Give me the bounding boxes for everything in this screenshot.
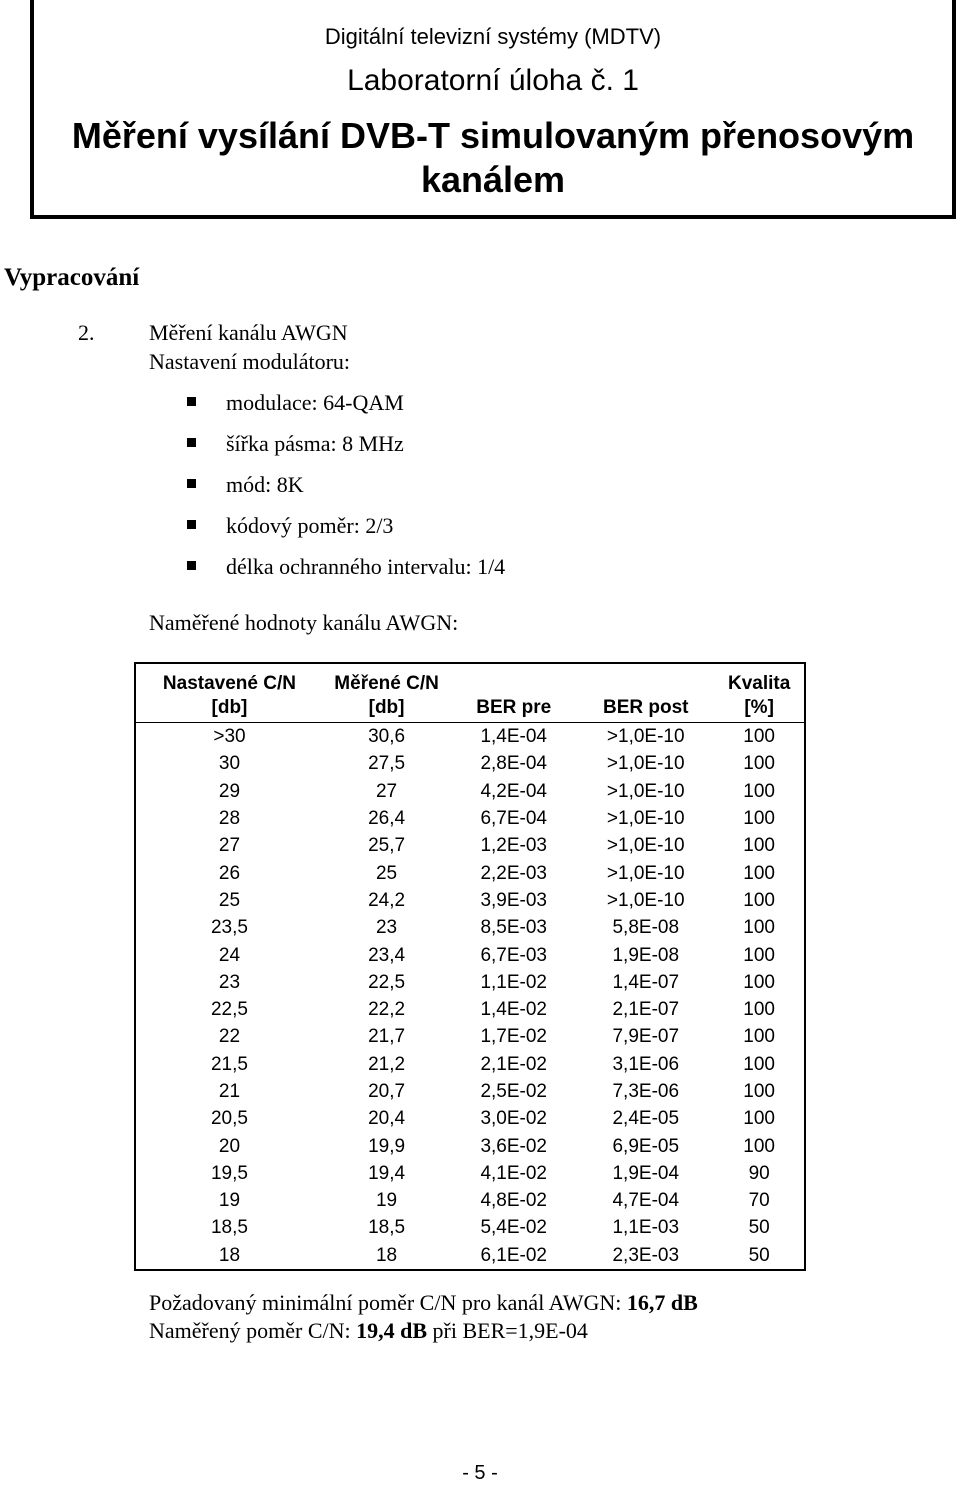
table-cell: 90 (748, 1162, 770, 1184)
header-set-cn (135, 663, 323, 723)
required-cn-label: Požadovaný minimální poměr C/N pro kanál AWGN: (149, 1290, 622, 1315)
table-cell: 24 (218, 944, 241, 966)
table-cell: 2,5E-02 (480, 1081, 547, 1102)
settings-list (184, 388, 505, 593)
header-quality-line2: [%] (744, 697, 774, 718)
table-cell: 100 (743, 1081, 775, 1102)
table-cell: 18 (375, 1244, 398, 1266)
table-cell: 100 (743, 753, 775, 775)
table-cell: 19,5 (210, 1162, 248, 1184)
table-cell: 4,1E-02 (480, 1162, 547, 1184)
measured-cn-suffix: při BER=1,9E-04 (432, 1318, 588, 1343)
table-row (135, 723, 805, 751)
required-cn-line (149, 1290, 698, 1316)
table-cell: >1,0E-10 (606, 862, 685, 884)
header-ber-pre: BER pre (450, 663, 577, 723)
table-cell: 2,4E-05 (612, 1108, 680, 1130)
table-cell: 50 (748, 1244, 770, 1266)
table-cell: 1,9E-08 (612, 944, 680, 966)
table-header-row (135, 663, 805, 723)
table-cell: 18,5 (210, 1217, 248, 1239)
table-cell: >1,0E-10 (606, 808, 685, 830)
table-cell: 29 (218, 780, 241, 802)
setting-text: mód: 8K (226, 472, 304, 497)
table-cell: >30 (213, 726, 246, 748)
table-cell: 2,2E-03 (480, 862, 547, 884)
table-cell: 1,4E-04 (480, 726, 547, 748)
item-number: 2. (78, 320, 95, 345)
square-bullet-icon (187, 438, 196, 447)
table-cell: 6,7E-03 (480, 944, 547, 966)
table-cell: 22 (218, 1026, 241, 1048)
table-cell: 100 (743, 1026, 775, 1048)
table-cell: >1,0E-10 (606, 780, 685, 802)
table-cell: 27 (375, 780, 398, 802)
table-cell: >1,0E-10 (606, 835, 685, 857)
table-row (135, 941, 805, 968)
table-cell: 100 (743, 944, 775, 966)
table-cell: 26 (218, 862, 241, 884)
table-row (135, 1214, 805, 1241)
table-cell: 1,4E-07 (612, 971, 680, 993)
table-cell: 2,1E-02 (480, 1053, 547, 1075)
table-row (135, 1160, 805, 1187)
measured-cn-label: Naměřený poměr C/N: (149, 1318, 351, 1343)
square-bullet-icon (187, 397, 196, 406)
table-cell: 27 (218, 835, 241, 857)
table-cell: 4,8E-02 (480, 1190, 547, 1212)
table-row (135, 805, 805, 832)
header-set-cn-line2: [db] (211, 697, 248, 718)
table-cell: 4,2E-04 (480, 780, 547, 802)
table-cell: 30,6 (368, 726, 406, 748)
table-cell: 100 (743, 971, 775, 993)
table-cell: 18,5 (368, 1217, 406, 1239)
table-cell: 26,4 (368, 808, 406, 830)
course-name: Digitální televizní systémy (MDTV) (324, 24, 662, 49)
header-set-cn-line1: Nastavené C/N (162, 673, 296, 694)
table-cell: 20 (218, 1135, 241, 1157)
table-cell: 2,1E-07 (612, 999, 680, 1021)
table-cell: 18 (218, 1244, 241, 1266)
table-cell: 20,5 (210, 1108, 248, 1130)
table-row (135, 1105, 805, 1132)
table-cell: 1,7E-02 (480, 1026, 547, 1048)
table-cell: 19 (218, 1190, 241, 1212)
table-cell: 7,3E-06 (612, 1081, 680, 1102)
table-row (135, 996, 805, 1023)
table-cell: 3,0E-02 (480, 1108, 547, 1130)
table-cell: 25 (218, 889, 241, 911)
page-title: Měření vysílání DVB-T simulovaným přenosovým kanálem (71, 115, 915, 200)
required-cn-value: 16,7 dB (626, 1290, 698, 1315)
lab-number: Laboratorní úloha č. 1 (347, 64, 639, 97)
header-quality (714, 663, 805, 723)
table-cell: >1,0E-10 (606, 726, 685, 748)
table-cell: 22,5 (368, 971, 406, 993)
setting-text: délka ochranného intervalu: 1/4 (226, 554, 506, 579)
table-cell: 100 (743, 1135, 775, 1157)
table-cell: 21,5 (210, 1053, 248, 1075)
table-cell: 19,4 (368, 1162, 406, 1184)
table-cell: 1,1E-03 (612, 1217, 680, 1239)
settings-list-item (184, 552, 505, 593)
table-cell: 21,2 (368, 1053, 406, 1075)
square-bullet-icon (187, 561, 196, 570)
table-cell: 100 (743, 917, 775, 939)
table-cell: 1,1E-02 (480, 971, 547, 993)
header-quality-line1: Kvalita (727, 673, 791, 694)
settings-list-item (184, 470, 505, 511)
table-cell: 21 (218, 1081, 241, 1102)
table-cell: 50 (748, 1217, 770, 1239)
table-cell: 23,5 (210, 917, 248, 939)
header-ber-post: BER post (577, 663, 714, 723)
table-cell: 24,2 (368, 889, 406, 911)
table-cell: 6,9E-05 (612, 1135, 680, 1157)
table-row (135, 1023, 805, 1050)
table-cell: 27,5 (368, 753, 406, 775)
table-cell: 20,7 (368, 1081, 406, 1102)
table-cell: 25 (375, 862, 398, 884)
table-cell: 20,4 (368, 1108, 406, 1130)
table-row (135, 1187, 805, 1214)
table-row (135, 1078, 805, 1105)
table-cell: 19 (375, 1190, 398, 1212)
table-cell: 28 (218, 808, 241, 830)
square-bullet-icon (187, 479, 196, 488)
table-cell: 30 (218, 753, 241, 775)
table-cell: 70 (748, 1190, 770, 1212)
table-cell: 100 (743, 1108, 775, 1130)
table-cell: 100 (743, 808, 775, 830)
table-row (135, 750, 805, 777)
title-box (30, 0, 956, 219)
settings-list-item (184, 429, 505, 470)
settings-list-item (184, 388, 505, 429)
table-cell: 100 (743, 889, 775, 911)
table-cell: 100 (743, 835, 775, 857)
table-cell: 3,1E-06 (612, 1053, 680, 1075)
setting-text: kódový poměr: 2/3 (226, 513, 394, 538)
measured-cn-line (149, 1318, 588, 1344)
table-row (135, 832, 805, 859)
table-cell: 21,7 (368, 1026, 406, 1048)
table-row (135, 887, 805, 914)
header-meas-cn (323, 663, 450, 723)
table-row (135, 1242, 805, 1270)
table-cell: 19,9 (368, 1135, 406, 1157)
setting-text: modulace: 64-QAM (226, 390, 404, 415)
table-cell: >1,0E-10 (606, 753, 685, 775)
table-cell: 3,6E-02 (480, 1135, 547, 1157)
table-row (135, 1132, 805, 1159)
table-row (135, 859, 805, 886)
measured-cn-value: 19,4 dB (356, 1318, 428, 1343)
table-cell: 100 (743, 999, 775, 1021)
setting-text: šířka pásma: 8 MHz (226, 431, 404, 456)
table-cell: 100 (743, 1053, 775, 1075)
table-cell: 100 (743, 726, 775, 748)
table-cell: 23 (375, 917, 398, 939)
square-bullet-icon (187, 520, 196, 529)
table-cell: >1,0E-10 (606, 889, 685, 911)
header-meas-cn-line1: Měřené C/N (334, 673, 439, 694)
table-cell: 4,7E-04 (612, 1190, 680, 1212)
table-cell: 2,8E-04 (480, 753, 547, 775)
header-meas-cn-line2: [db] (368, 697, 405, 718)
table-cell: 2,3E-03 (612, 1244, 680, 1266)
table-body (135, 723, 805, 1270)
table-row (135, 969, 805, 996)
values-title: Naměřené hodnoty kanálu AWGN: (149, 610, 459, 635)
table-cell: 3,9E-03 (480, 889, 547, 911)
table-cell: 25,7 (368, 835, 406, 857)
page-number: - 5 - (462, 1462, 498, 1484)
table-cell: 1,2E-03 (480, 835, 547, 857)
section-heading: Vypracování (4, 264, 140, 291)
table-row (135, 1051, 805, 1078)
table-cell: 23,4 (368, 944, 406, 966)
table-row (135, 778, 805, 805)
table-cell: 100 (743, 780, 775, 802)
table-cell: 5,4E-02 (480, 1217, 547, 1239)
table-cell: 23 (218, 971, 241, 993)
table-cell: 6,1E-02 (480, 1244, 547, 1266)
settings-title: Nastavení modulátoru: (149, 349, 351, 374)
table-cell: 8,5E-03 (480, 917, 547, 939)
table-cell: 7,9E-07 (612, 1026, 680, 1048)
table-cell: 1,9E-04 (612, 1162, 680, 1184)
settings-list-item (184, 511, 505, 552)
table-cell: 22,5 (210, 999, 248, 1021)
table-cell: 5,8E-08 (612, 917, 680, 939)
table-cell: 100 (743, 862, 775, 884)
awgn-table (134, 662, 806, 1271)
table-cell: 22,2 (368, 999, 406, 1021)
table-row (135, 914, 805, 941)
item-title: Měření kanálu AWGN (149, 320, 348, 345)
table-cell: 1,4E-02 (480, 999, 547, 1021)
table-cell: 6,7E-04 (480, 808, 547, 830)
